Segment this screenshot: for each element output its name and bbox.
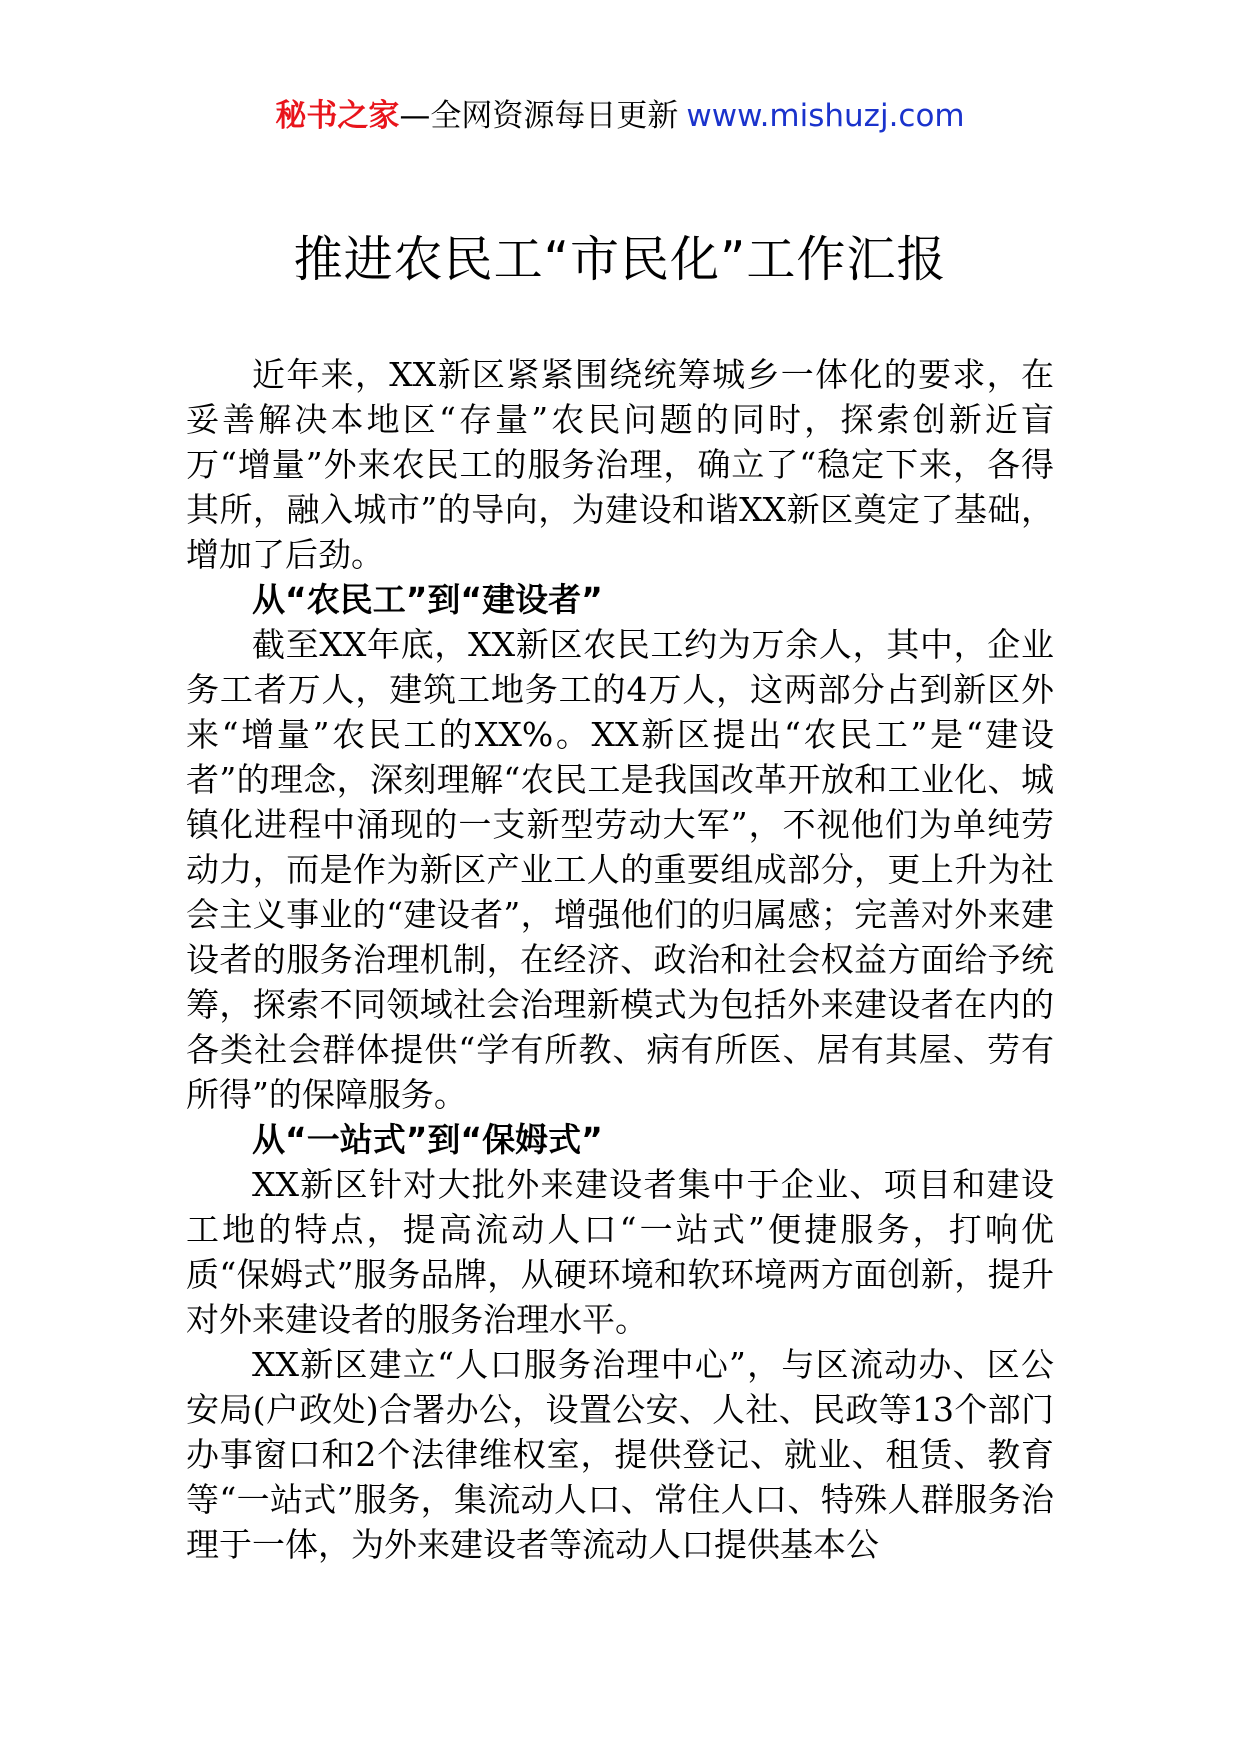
paragraph-intro: 近年来，XX新区紧紧围绕统筹城乡一体化的要求，在妥善解决本地区“存量”农民问题的同时，探索创新近盲万“增量”外来农民工的服务治理，确立了“稳定下来，各得其所，融入城市”的导向，为建设和谐XX新区奠定了基础，增加了后劲。	[186, 355, 1054, 574]
site-url-link[interactable]: www.mishuzj.com	[686, 98, 965, 134]
site-slogan: —全网资源每日更新	[399, 98, 679, 134]
site-header	[0, 96, 1240, 136]
section-heading-builders: 从“农民工”到“建设者”	[252, 580, 603, 619]
document-title: 推进农民工“市民化”工作汇报	[293, 231, 947, 288]
section-heading-service: 从“一站式”到“保姆式”	[252, 1120, 603, 1159]
document-body	[186, 352, 1054, 1567]
brand-name: 秘书之家	[275, 98, 400, 134]
paragraph-service-center: XX新区建立“人口服务治理中心”，与区流动办、区公安局(户政处)合署办公，设置公安、人社、民政等13个部门办事窗口和2个法律维权室，提供登记、就业、租赁、教育等“一站式”服务，集流动人口、常住人口、特殊人群服务治理于一体，为外来建设者等流动人口提供基本公	[186, 1345, 1054, 1564]
paragraph-builders: 截至XX年底，XX新区农民工约为万余人，其中，企业务工者万人，建筑工地务工的4万人，这两部分占到新区外来“增量”农民工的XX%。XX新区提出“农民工”是“建设者”的理念，深刻理解“农民工是我国改革开放和工业化、城镇化进程中涌现的一支新型劳动大军”，不视他们为单纯劳动力，而是作为新区产业工人的重要组成部分，更上升为社会主义事业的“建设者”，增强他们的归属感；完善对外来建设者的服务治理机制，在经济、政治和社会权益方面给予统筹，探索不同领域社会治理新模式为包括外来建设者在内的各类社会群体提供“学有所教、病有所医、居有其屋、劳有所得”的保障服务。	[186, 625, 1054, 1114]
paragraph-service: XX新区针对大批外来建设者集中于企业、项目和建设工地的特点，提高流动人口“一站式”便捷服务，打响优质“保姆式”服务品牌，从硬环境和软环境两方面创新，提升对外来建设者的服务治理水平。	[186, 1165, 1054, 1339]
